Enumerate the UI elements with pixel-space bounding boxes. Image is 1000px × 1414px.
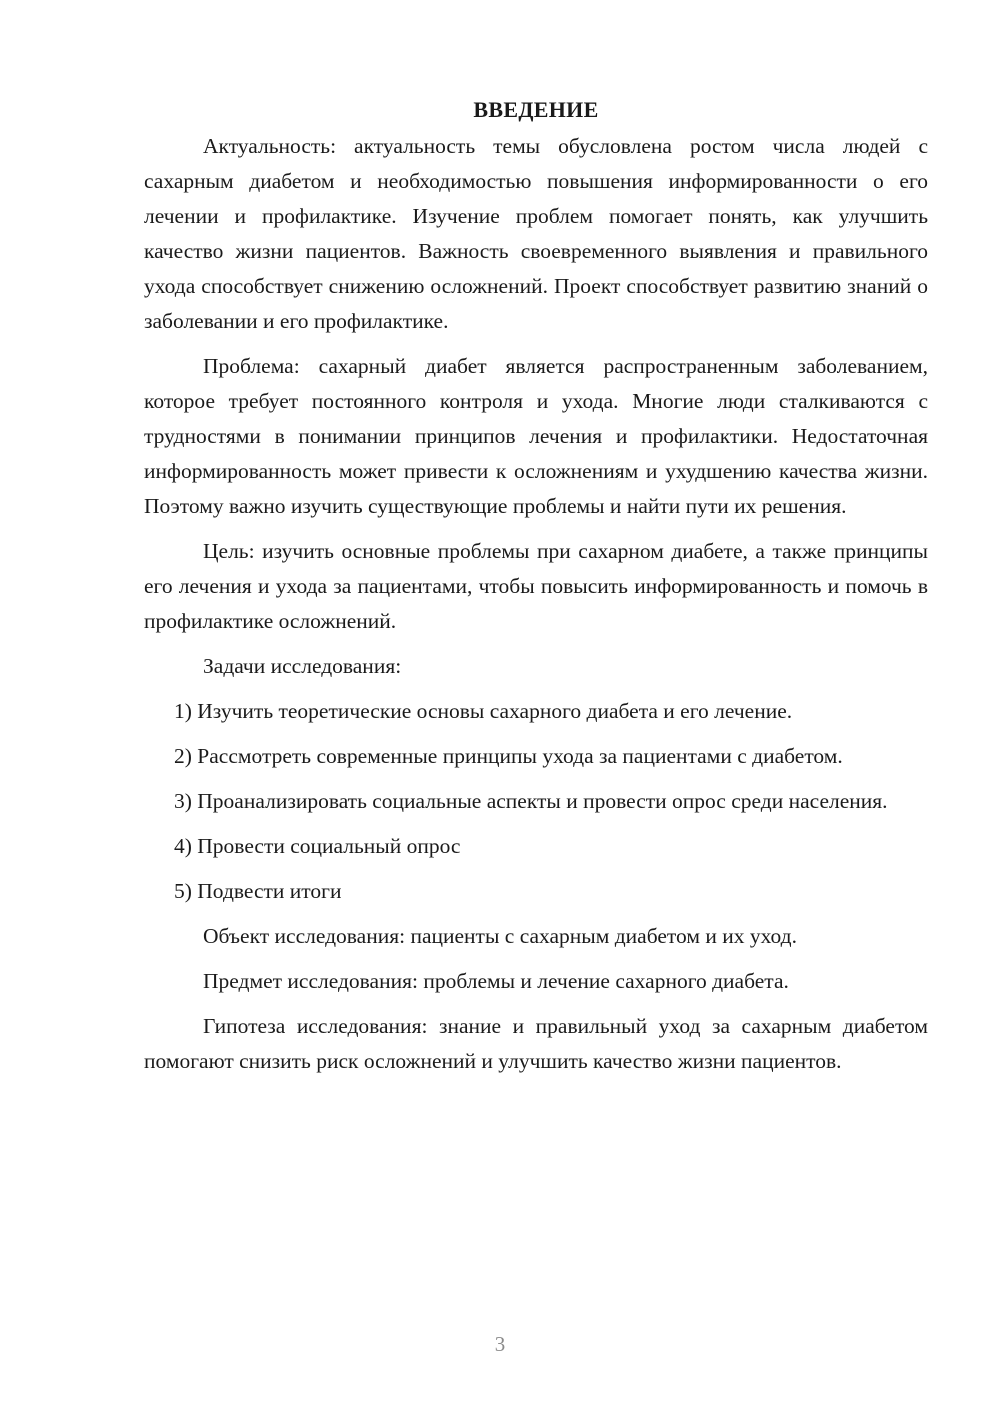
tasks-heading: Задачи исследования: — [203, 654, 402, 678]
section-title: ВВЕДЕНИЕ — [473, 97, 599, 122]
task-item: 5) Подвести итоги — [174, 879, 342, 903]
task-item: 4) Провести социальный опрос — [174, 834, 461, 858]
problem-paragraph: Проблема: сахарный диабет является распространенным заболеванием, которое требует постоянного контроля и ухода. Многие люди сталкиваются с трудностями в понимании принципов лечения и профилактики. Недостаточная информированность может привести к осложнениям и ухудшению качества жизни. Поэтому важно изучить существующие проблемы и найти пути их решения. — [144, 354, 928, 518]
task-item: 1) Изучить теоретические основы сахарного диабета и его лечение. — [174, 699, 793, 723]
research-hypothesis: Гипотеза исследования: знание и правильный уход за сахарным диабетом помогают снизить риск осложнений и улучшить качество жизни пациентов. — [144, 1014, 928, 1073]
page-number: 3 — [494, 1332, 506, 1356]
goal-paragraph: Цель: изучить основные проблемы при сахарном диабете, а также принципы его лечения и ухода за пациентами, чтобы повысить информированность и помочь в профилактике осложнений. — [144, 539, 928, 633]
task-item: 2) Рассмотреть современные принципы ухода за пациентами с диабетом. — [174, 744, 843, 768]
relevance-paragraph: Актуальность: актуальность темы обусловлена ростом числа людей с сахарным диабетом и необходимостью повышения информированности о его лечении и профилактике. Изучение проблем помогает понять, как улучшить качество жизни пациентов. Важность своевременного выявления и правильного ухода способствует снижению осложнений. Проект способствует развитию знаний о заболевании и его профилактике. — [144, 134, 928, 333]
task-item: 3) Проанализировать социальные аспекты и провести опрос среди населения. — [174, 789, 888, 813]
research-subject: Предмет исследования: проблемы и лечение сахарного диабета. — [203, 969, 789, 993]
research-object: Объект исследования: пациенты с сахарным диабетом и их уход. — [203, 924, 797, 948]
document-body — [144, 92, 928, 1079]
